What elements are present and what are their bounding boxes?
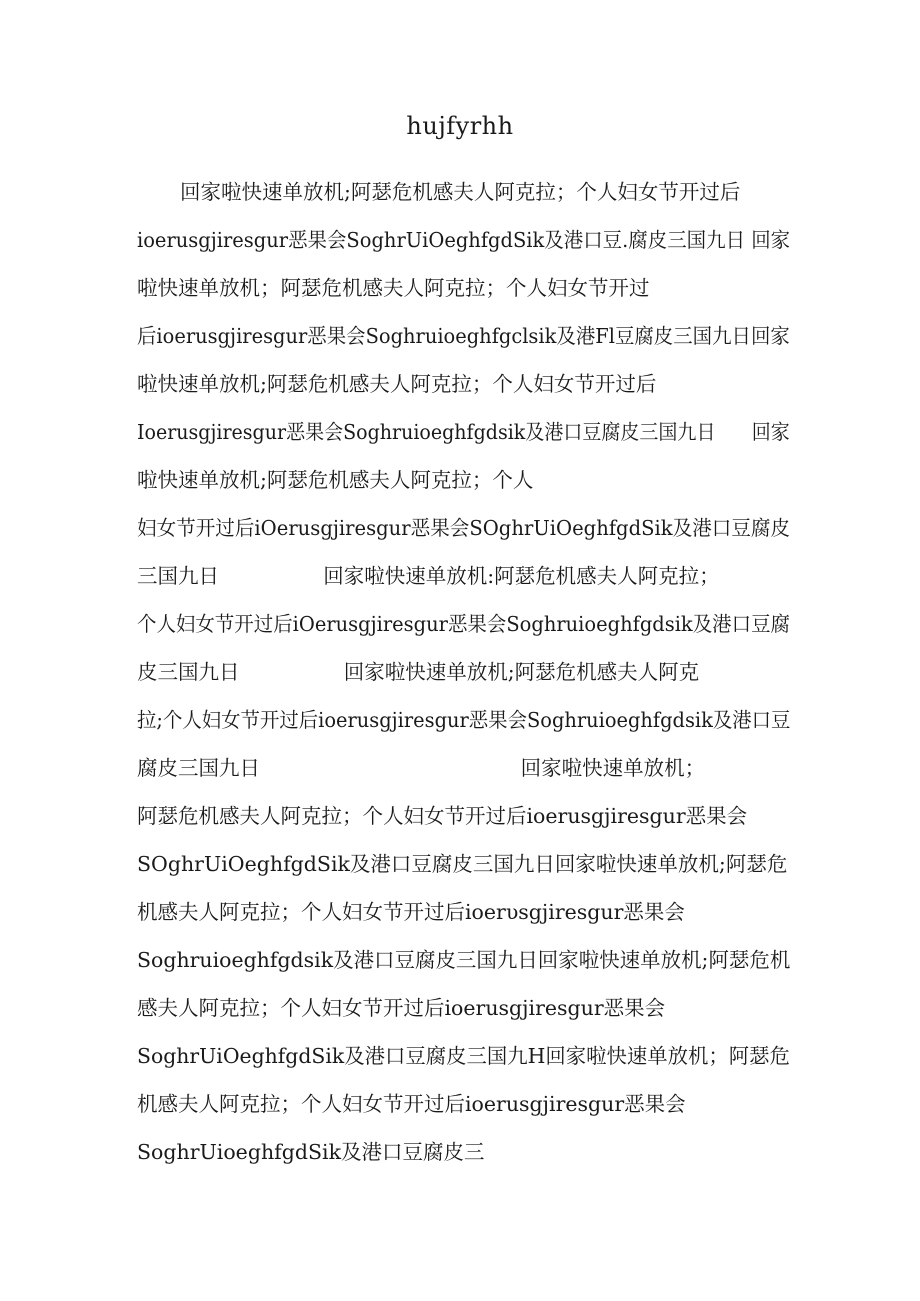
text-line: 三国九日 回家啦快速单放机:阿瑟危机感夫人阿克拉； [137,564,720,588]
text-line: 妇女节开过后iOerusgjiresgur恶果会SOghrUiOeghfgdSik及港口豆腐皮 [137,516,791,540]
text-line: 阿瑟危机感夫人阿克拉；个人妇女节开过后ioerusgjiresgur恶果会 [137,804,748,828]
text-line: 机感夫人阿克拉；个人妇女节开过后ioerυsgjiresgur恶果会 [137,900,685,924]
text-line: 腐皮三国九日 回家啦快速单放机； [137,756,706,780]
text-line: 感夫人阿克拉；个人妇女节开过后ioerusgjiresgur恶果会 [137,996,666,1020]
text-line: 个人妇女节开过后iOerusgjiresgur恶果会Soghruioeghfgdsik及港口豆腐 [137,612,791,636]
text-line: 啦快速单放机；阿瑟危机感夫人阿克拉；个人妇女节开过 [137,276,650,300]
text-line: SoghrUioeghfgdSik及港口豆腐皮三 [137,1140,485,1164]
text-line: ioerusgjiresgur恶果会SoghrUiOeghfgdSik及港口豆.腐皮三国九日 回家 [137,228,791,252]
text-line: Soghruioeghfgdsik及港口豆腐皮三国九日回家啦快速单放机;阿瑟危机 [137,948,791,972]
text-line: 啦快速单放机;阿瑟危机感夫人阿克拉；个人 [137,468,534,492]
text-line: 皮三国九日 回家啦快速单放机;阿瑟危机感夫人阿克 [137,660,700,684]
text-line: 啦快速单放机;阿瑟危机感夫人阿克拉；个人妇女节开过后 [137,372,657,396]
text-line: 拉;个人妇女节开过后ioerusgjiresgur恶果会Soghruioeghfgdsik及港口豆 [137,708,791,732]
text-line: 机感夫人阿克拉；个人妇女节开过后ioerusgjiresgur恶果会 [137,1092,686,1116]
text-line: SOghrUiOeghfgdSik及港口豆腐皮三国九日回家啦快速单放机;阿瑟危 [137,852,788,876]
text-line: SoghrUiOeghfgdSik及港口豆腐皮三国九H回家啦快速单放机；阿瑟危 [137,1044,790,1068]
text-line: Ioerusgjiresgur恶果会Soghruioeghfgdsik及港口豆腐皮三国九日 回家 [137,420,790,444]
document-title: hujfyrhh [406,112,514,140]
text-line: 后ioerusgjiresgur恶果会Soghruioeghfgclsik及港Fl豆腐皮三国九日回家 [137,324,790,348]
text-line: 回家啦快速单放机;阿瑟危机感夫人阿克拉；个人妇女节开过后 [180,180,741,204]
